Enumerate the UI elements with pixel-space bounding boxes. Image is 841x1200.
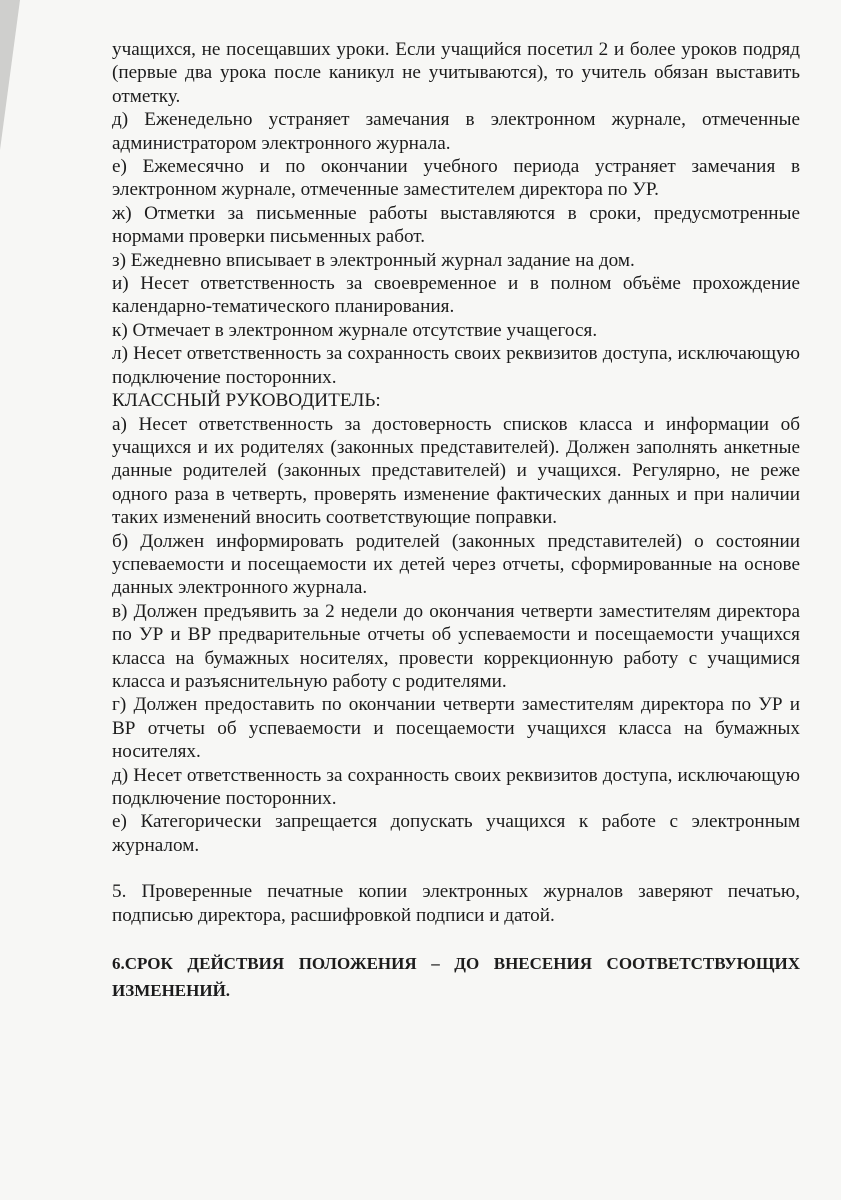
paragraph-i: и) Несет ответственность за своевременное и в полном объёме прохождение календарно-тематического планирования. (112, 273, 800, 318)
teacher-item-v: в) Должен предъявить за 2 недели до окончания четверти заместителям директора по УР и ВР предварительные отчеты об успеваемости и посещаемости учащихся класса на бумажных носителях, провести коррекционную работу с учащимися класса и разъяснительную работу с родителями. (112, 600, 800, 692)
paragraph-k: к) Отмечает в электронном журнале отсутствие учащегося. (112, 319, 598, 341)
section-heading: КЛАССНЫЙ РУКОВОДИТЕЛЬ: (112, 390, 381, 412)
page-corner-shadow (0, 0, 20, 150)
paragraph-d: д) Еженедельно устраняет замечания в электронном журнале, отмеченные администратором электронного журнала. (112, 109, 800, 154)
paragraph-e: е) Ежемесячно и по окончании учебного периода устраняет замечания в электронном журнале, отмеченные заместителем директора по УР. (112, 156, 800, 201)
teacher-item-e: е) Категорически запрещается допускать учащихся к работе с электронным журналом. (112, 811, 800, 856)
teacher-item-g: г) Должен предоставить по окончании четверти заместителям директора по УР и ВР отчеты об успеваемости и посещаемости учащихся класса на бумажных носителях. (112, 694, 800, 763)
teacher-item-d: д) Несет ответственность за сохранность своих реквизитов доступа, исключающую подключение посторонних. (112, 764, 800, 809)
spacer (112, 927, 800, 950)
paragraph-intro: учащихся, не посещавших уроки. Если учащийся посетил 2 и более уроков подряд (первые два урока после каникул не учитываются), то учитель обязан выставить отметку. (112, 39, 800, 107)
item-6-heading: 6.СРОК ДЕЙСТВИЯ ПОЛОЖЕНИЯ – ДО ВНЕСЕНИЯ СООТВЕТСТВУЮЩИХ ИЗМЕНЕНИЙ. (112, 954, 800, 1001)
paragraph-zh: ж) Отметки за письменные работы выставляются в сроки, предусмотренные нормами проверки письменных работ. (112, 202, 800, 248)
teacher-item-b: б) Должен информировать родителей (законных представителей) о состоянии успеваемости и посещаемости их детей через отчеты, сформированные на основе данных электронного журнала. (112, 530, 800, 599)
item-5: 5. Проверенные печатные копии электронных журналов заверяют печатью, подписью директора, расшифровкой подписи и датой. (112, 881, 800, 926)
paragraph-z: з) Ежедневно вписывает в электронный журнал задание на дом. (112, 249, 635, 271)
teacher-item-a: а) Несет ответственность за достоверность списков класса и информации об учащихся и их родителях (законных представителей). Должен заполнять анкетные данные родителей (законных представителей) и учащихся. Регулярно, не реже одного раза в четверть, проверять изменение фактических данных и при наличии таких изменений вносить соответствующие поправки. (112, 413, 800, 529)
paragraph-l: л) Несет ответственность за сохранность своих реквизитов доступа, исключающую подключение посторонних. (112, 343, 800, 388)
spacer (112, 857, 800, 880)
document-body (112, 38, 800, 1004)
